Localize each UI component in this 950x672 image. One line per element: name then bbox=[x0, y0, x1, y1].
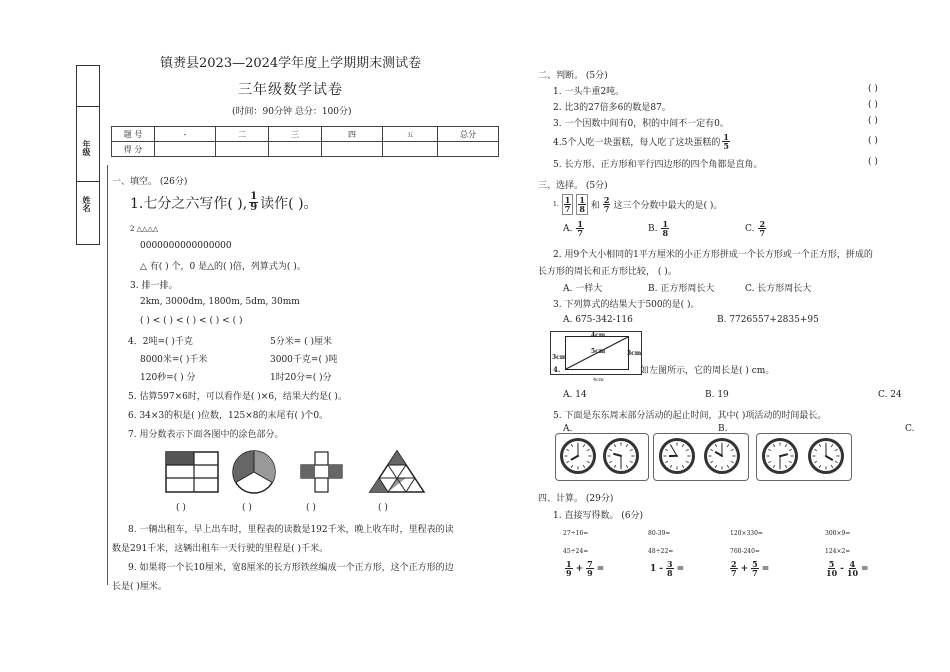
clock-tick bbox=[773, 444, 775, 447]
denominator: 8 bbox=[667, 568, 673, 578]
clock-tick bbox=[566, 449, 569, 451]
choice-q1-opt-b[interactable] bbox=[648, 220, 669, 237]
operand-fraction bbox=[565, 560, 573, 577]
q4-r2b: 3000千克=( )吨 bbox=[270, 355, 338, 365]
operand-fraction bbox=[586, 560, 594, 577]
choice-q4-opt-a[interactable]: A. 14 bbox=[563, 390, 587, 400]
clock-tick bbox=[819, 444, 821, 447]
clock-face bbox=[762, 438, 798, 474]
judge-item-4-text: 4.5个人吃一块蛋糕，每人吃了这块蛋糕的 bbox=[553, 138, 721, 148]
choice-q3: 3. 下列算式的结果大于500的是( )。 bbox=[553, 300, 700, 310]
calc-sub1: 1. 直接写得数。 (6分) bbox=[553, 511, 644, 521]
clock-tick bbox=[785, 444, 787, 447]
denominator: 9 bbox=[250, 202, 258, 213]
clock-tick bbox=[583, 444, 585, 447]
exam-subtitle: 三年级数学试卷 bbox=[238, 82, 343, 98]
choice-q1-frac-a bbox=[562, 194, 574, 215]
clock-tick bbox=[773, 465, 775, 468]
numerator: 7 bbox=[587, 559, 593, 569]
q3-items: 2km, 3000dm, 1800m, 5dm, 30mm bbox=[140, 297, 300, 307]
q7: 7. 用分数表示下面各图中的涂色部分。 bbox=[128, 430, 284, 440]
denominator: 9 bbox=[587, 568, 593, 578]
clock-tick bbox=[789, 449, 792, 451]
denominator: 7 bbox=[759, 228, 766, 238]
denominator: 10 bbox=[826, 568, 838, 578]
equals-sign: = bbox=[861, 563, 869, 574]
denominator: 7 bbox=[564, 204, 571, 214]
operator: + bbox=[740, 563, 749, 574]
clock-tick bbox=[715, 444, 717, 447]
q4-r2a: 8000米=( )千米 bbox=[140, 355, 208, 365]
clock-tick bbox=[589, 456, 592, 457]
numerator: 1 bbox=[566, 559, 572, 569]
numerator: 5 bbox=[828, 559, 835, 569]
judge-item-3: 3. 一个因数中间有0，积的中间不一定有0。 bbox=[553, 119, 729, 129]
minute-hand bbox=[621, 456, 622, 468]
clock-tick bbox=[835, 449, 838, 451]
calc-item: 120×330= bbox=[730, 530, 763, 537]
clock-tick bbox=[722, 467, 723, 470]
judge-answer-3[interactable]: ( ) bbox=[868, 116, 878, 126]
q7-blank: ( ) bbox=[378, 503, 388, 513]
section1-heading: 一、填空。 (26分) bbox=[112, 177, 188, 187]
judge-item-4-fraction bbox=[722, 133, 730, 150]
clock-tick bbox=[733, 456, 736, 457]
label-bottom: 4cm bbox=[593, 377, 604, 383]
section2-heading: 二、判断。 (5分) bbox=[538, 71, 608, 81]
judge-answer-1[interactable]: ( ) bbox=[868, 84, 878, 94]
option-letter: B. bbox=[648, 223, 658, 234]
section3-heading: 三、选择。 (5分) bbox=[538, 181, 608, 191]
calc-frac-1 bbox=[565, 560, 604, 577]
clock-tick bbox=[710, 461, 713, 463]
score-header-row bbox=[112, 127, 499, 142]
numerator: 1 bbox=[250, 191, 258, 202]
whole-number: 1 bbox=[650, 563, 657, 574]
choice-q3-opt-a[interactable]: A. 675-342-116 bbox=[563, 315, 633, 325]
clock-tick bbox=[780, 443, 781, 446]
calc-frac-4 bbox=[826, 560, 869, 577]
score-cell: 二 bbox=[216, 127, 269, 142]
hour-hand bbox=[571, 455, 579, 460]
operand-fraction bbox=[730, 560, 738, 577]
clock-tick bbox=[826, 467, 827, 470]
clock-tick bbox=[819, 465, 821, 468]
q3-title: 3. 排一排。 bbox=[130, 281, 178, 291]
clock-tick bbox=[587, 461, 590, 463]
clock-tick bbox=[727, 444, 729, 447]
option-letter: A. bbox=[563, 223, 573, 234]
q2-zeros: 0000000000000000 bbox=[140, 241, 232, 251]
q8-line2: 数是291千米，这辆出租车一天行驶的里程是( )千米。 bbox=[112, 544, 329, 554]
score-cell: 总分 bbox=[438, 127, 499, 142]
option-fraction bbox=[576, 220, 584, 237]
numerator: 1 bbox=[723, 132, 729, 142]
choice-q3-opt-b[interactable]: B. 7726557+2835+95 bbox=[717, 315, 819, 325]
clock-tick bbox=[632, 456, 635, 457]
choice-q2-line1: 2. 用9个大小相同的1平方厘米的小正方形拼成一个长方形或一个正方形，拼成的 bbox=[553, 250, 873, 260]
clock-tick bbox=[677, 467, 678, 470]
calc-item: 48÷22= bbox=[648, 548, 674, 555]
numerator: 3 bbox=[667, 559, 673, 569]
choice-q1-frac-c bbox=[603, 196, 611, 213]
minute-hand bbox=[780, 456, 781, 468]
figure-triangle bbox=[370, 451, 424, 492]
numerator: 1 bbox=[579, 195, 585, 205]
q1-line bbox=[130, 192, 318, 213]
score-input[interactable] bbox=[216, 142, 269, 157]
numerator: 1 bbox=[564, 195, 571, 205]
score-cell: 得 分 bbox=[112, 142, 155, 157]
calc-item: 45÷24= bbox=[563, 548, 589, 555]
choice-q1-frac-b bbox=[576, 194, 588, 215]
clock-tick bbox=[609, 461, 612, 463]
clock-tick bbox=[727, 465, 729, 468]
denominator: 9 bbox=[566, 568, 572, 578]
clock-tick bbox=[731, 461, 734, 463]
choice-q2-opt-c[interactable]: C. 长方形周长大 bbox=[745, 284, 812, 294]
clock-tick bbox=[665, 461, 668, 463]
equals-sign: = bbox=[761, 563, 770, 574]
label-left: 3cm bbox=[552, 354, 567, 361]
numerator: 2 bbox=[759, 219, 766, 229]
equals-sign: = bbox=[676, 563, 685, 574]
clock-tick bbox=[837, 456, 840, 457]
side-divider bbox=[77, 106, 99, 107]
minute-hand bbox=[826, 444, 827, 456]
calc-item: 124×2= bbox=[825, 548, 851, 555]
clock-tick bbox=[682, 465, 684, 468]
clock-tick bbox=[578, 467, 579, 470]
minute-hand bbox=[578, 444, 579, 456]
score-input[interactable] bbox=[383, 142, 438, 157]
clock-tick bbox=[768, 449, 771, 451]
minute-hand bbox=[722, 444, 723, 456]
clock-tick bbox=[835, 461, 838, 463]
clock-tick bbox=[785, 465, 787, 468]
operand-fraction bbox=[666, 560, 674, 577]
choice-q1-opt-c[interactable] bbox=[745, 220, 766, 237]
q8-line1: 8. 一辆出租车，早上出车时，里程表的读数是192千米，晚上收车时，里程表的读 bbox=[128, 525, 454, 535]
choice-q1 bbox=[553, 194, 722, 215]
figure-cross bbox=[301, 452, 342, 492]
clock-face bbox=[808, 438, 844, 474]
q1-fraction bbox=[249, 192, 258, 213]
judge-item-1: 1. 一头牛重2吨。 bbox=[553, 87, 625, 97]
denominator: 7 bbox=[731, 568, 737, 578]
equals-sign: = bbox=[596, 563, 605, 574]
clock-face bbox=[603, 438, 639, 474]
clock-tick bbox=[630, 461, 633, 463]
score-input[interactable] bbox=[269, 142, 322, 157]
choice-q1-and: 和 bbox=[590, 201, 600, 211]
q2-line: △ 有( ) 个，0 是△的( )倍，列算式为( )。 bbox=[140, 262, 306, 272]
choice-q4-opt-c[interactable]: C. 24 bbox=[878, 390, 902, 400]
judge-answer-2[interactable]: ( ) bbox=[868, 100, 878, 110]
choice-q2-opt-b[interactable]: B. 正方形周长大 bbox=[648, 284, 715, 294]
clock-tick bbox=[731, 449, 734, 451]
calc-item: 760-240= bbox=[730, 548, 760, 555]
denominator: 5 bbox=[723, 141, 729, 151]
clock-tick bbox=[677, 443, 678, 446]
option-letter: C. bbox=[745, 223, 755, 234]
clock-tick bbox=[608, 456, 611, 457]
clock-tick bbox=[814, 449, 817, 451]
numerator: 4 bbox=[849, 559, 856, 569]
section4-heading: 四、计算。 (29分) bbox=[538, 494, 614, 504]
denominator: 7 bbox=[577, 228, 583, 238]
q1-text-a: 1.七分之六写作( ), bbox=[130, 195, 248, 212]
choice-q2-line2: 长方形的周长和正方形比较， ( )。 bbox=[538, 267, 677, 277]
denominator: 10 bbox=[846, 568, 859, 578]
numerator: 1 bbox=[577, 219, 583, 229]
choice-q1-opt-a[interactable] bbox=[563, 220, 584, 237]
option-fraction bbox=[661, 220, 669, 237]
clock-face bbox=[560, 438, 596, 474]
score-cell: - bbox=[155, 127, 216, 142]
choice-q4-figure bbox=[550, 331, 642, 375]
q4-r1b: 5分米= ( )厘米 bbox=[270, 337, 333, 347]
clock-tick bbox=[626, 465, 628, 468]
clock-tick bbox=[583, 465, 585, 468]
clock-tick bbox=[621, 443, 622, 446]
clock-tick bbox=[571, 465, 573, 468]
label-right: 3cm bbox=[627, 350, 642, 357]
score-input[interactable] bbox=[322, 142, 383, 157]
operand-fraction bbox=[847, 560, 858, 577]
label-mid: 5cm bbox=[591, 348, 606, 355]
clock-tick bbox=[710, 449, 713, 451]
denominator: 7 bbox=[752, 568, 758, 578]
q7-blank: ( ) bbox=[242, 503, 252, 513]
binding-line bbox=[107, 165, 108, 585]
clock-tick bbox=[789, 461, 792, 463]
choice-q4-text: 如左图所示，它的周长是( ) cm。 bbox=[640, 366, 775, 376]
choice-q1-num: 1. bbox=[553, 201, 559, 208]
score-table bbox=[111, 126, 499, 157]
clock-tick bbox=[664, 456, 667, 457]
clock-tick bbox=[831, 444, 833, 447]
denominator: 8 bbox=[579, 204, 585, 214]
score-cell: 题 号 bbox=[112, 127, 155, 142]
choice-q1-text: 这三个分数中最大的是( )。 bbox=[613, 201, 723, 211]
score-cell: 五 bbox=[383, 127, 438, 142]
q5: 5. 估算597×6时，可以看作是( )×6，结果大约是( )。 bbox=[128, 392, 347, 402]
hour-hand bbox=[826, 455, 834, 460]
side-info-box bbox=[76, 65, 100, 245]
q3-blanks: ( ) < ( ) < ( ) < ( ) < ( ) bbox=[140, 316, 243, 326]
clock-tick bbox=[587, 449, 590, 451]
operator: - bbox=[659, 563, 664, 574]
figure-circle-thirds bbox=[233, 451, 275, 493]
side-divider bbox=[77, 181, 99, 182]
clock-tick bbox=[571, 444, 573, 447]
score-cell: 三 bbox=[269, 127, 322, 142]
numerator: 2 bbox=[731, 559, 737, 569]
clock-tick bbox=[686, 449, 689, 451]
numerator: 1 bbox=[662, 219, 669, 229]
q1-text-b: 读作( )。 bbox=[260, 195, 318, 212]
exam-meta: (时间：90分钟 总分：100分) bbox=[232, 107, 352, 117]
label-top: 4cm bbox=[591, 332, 606, 339]
choice-q5: 5. 下面是东东周末部分活动的起止时间，其中( )项活动的时间最长。 bbox=[553, 411, 827, 421]
q7-blank: ( ) bbox=[176, 503, 186, 513]
score-input[interactable] bbox=[155, 142, 216, 157]
q4-r1a: 4．2吨=( )千克 bbox=[128, 337, 193, 347]
hour-hand bbox=[669, 455, 677, 457]
calc-item: 80-39= bbox=[648, 530, 671, 537]
option-fraction bbox=[758, 220, 766, 237]
numerator: 2 bbox=[603, 195, 610, 205]
clock-tick bbox=[566, 461, 569, 463]
clock-tick bbox=[665, 449, 668, 451]
operand-fraction bbox=[826, 560, 837, 577]
judge-answer-4[interactable]: ( ) bbox=[868, 136, 878, 146]
clock-tick bbox=[682, 444, 684, 447]
q9-line1: 9. 如果将一个长10厘米，宽8厘米的长方形铁丝编成一个正方形，这个正方形的边 bbox=[128, 563, 454, 573]
score-input[interactable] bbox=[438, 142, 499, 157]
calc-item: 27÷16= bbox=[563, 530, 589, 537]
operand-fraction bbox=[751, 560, 759, 577]
operator: + bbox=[575, 563, 584, 574]
operator: - bbox=[840, 563, 844, 574]
grade-label: 年级 bbox=[82, 140, 92, 156]
clock-face bbox=[659, 438, 695, 474]
choice-q5-opt-a[interactable]: A. bbox=[563, 424, 573, 434]
name-label: 姓名 bbox=[82, 196, 92, 212]
choice-q5-opt-b[interactable]: B. bbox=[718, 424, 728, 434]
q4-r3b: 1时20分=( )分 bbox=[270, 373, 332, 383]
judge-item-4 bbox=[553, 133, 730, 150]
clock-tick bbox=[813, 456, 816, 457]
choice-q4-num: 4. bbox=[553, 365, 561, 374]
clock-tick bbox=[626, 444, 628, 447]
hour-hand bbox=[780, 453, 788, 457]
q9-line2: 长是( )厘米。 bbox=[112, 582, 167, 592]
choice-q4-opt-b[interactable]: B. 19 bbox=[705, 390, 729, 400]
numerator: 5 bbox=[752, 559, 758, 569]
hour-hand bbox=[613, 453, 621, 457]
clock-tick bbox=[609, 449, 612, 451]
clock-tick bbox=[614, 444, 616, 447]
clock-tick bbox=[715, 465, 717, 468]
choice-q5-opt-c[interactable]: C. bbox=[905, 424, 915, 434]
denominator: 8 bbox=[662, 228, 669, 238]
clock-tick bbox=[686, 461, 689, 463]
score-cell: 四 bbox=[322, 127, 383, 142]
clock-tick bbox=[688, 456, 691, 457]
clock-tick bbox=[791, 456, 794, 457]
score-value-row bbox=[112, 142, 499, 157]
clock-tick bbox=[565, 456, 568, 457]
clock-tick bbox=[630, 449, 633, 451]
clock-face bbox=[704, 438, 740, 474]
calc-frac-3 bbox=[730, 560, 769, 577]
choice-q2-opt-a[interactable]: A. 一样大 bbox=[563, 284, 603, 294]
calc-item: 300×9= bbox=[825, 530, 851, 537]
q6: 6. 34×3的积是( )位数，125×8的末尾有( )个0。 bbox=[128, 411, 329, 421]
clock-tick bbox=[614, 465, 616, 468]
clock-tick bbox=[767, 456, 770, 457]
figure-rectangle-grid bbox=[166, 452, 218, 492]
q4-r3a: 120秒=( ) 分 bbox=[140, 373, 196, 383]
calc-frac-2 bbox=[650, 560, 684, 577]
clock-tick bbox=[814, 461, 817, 463]
clock-tick bbox=[831, 465, 833, 468]
q7-blank: ( ) bbox=[306, 503, 316, 513]
judge-answer-5[interactable]: ( ) bbox=[868, 157, 878, 167]
clock-tick bbox=[709, 456, 712, 457]
clock-tick bbox=[670, 465, 672, 468]
exam-title: 镇赉县2023—2024学年度上学期期末测试卷 bbox=[160, 56, 422, 71]
clock-tick bbox=[768, 461, 771, 463]
judge-item-5: 5. 长方形、正方形和平行四边形的四个角都是直角。 bbox=[553, 160, 763, 170]
judge-item-2: 2. 比3的27倍多6的数是87。 bbox=[553, 103, 671, 113]
denominator: 7 bbox=[603, 204, 610, 214]
q2-head: 2 △△△△ bbox=[130, 225, 159, 233]
q7-figures bbox=[160, 447, 460, 497]
